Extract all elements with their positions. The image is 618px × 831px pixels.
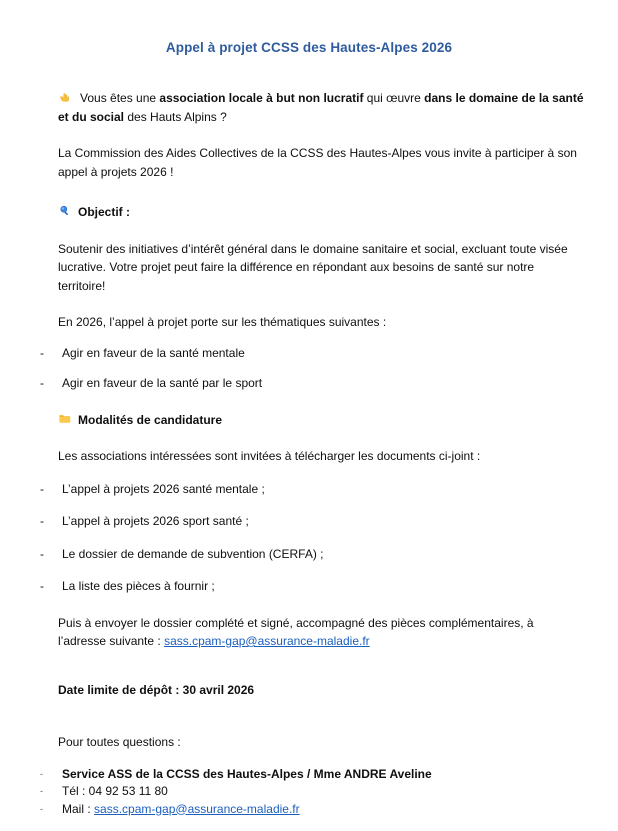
intro-text-part1: Vous êtes une: [80, 91, 160, 105]
thematiques-lead: En 2026, l’appel à projet porte sur les thématiques suivantes :: [58, 315, 387, 329]
list-item: [0, 545, 618, 564]
contact-service-row: [0, 766, 618, 784]
list-item: [0, 512, 618, 531]
mini-dash-marker: -: [40, 768, 43, 779]
intro-paragraph: [0, 89, 618, 126]
spacer: [0, 752, 618, 766]
modalites-lead: Les associations intéressées sont invitées à télécharger les documents ci-joint :: [58, 449, 481, 463]
contact-mail-label: Mail :: [62, 801, 95, 816]
contact-phone-row: [0, 783, 618, 801]
spacer: [0, 429, 618, 447]
mini-dash-marker: -: [40, 803, 43, 814]
spacer: [0, 181, 618, 203]
spacer: [0, 362, 618, 374]
contact-lead: Pour toutes questions :: [58, 735, 181, 749]
modalites-heading: [0, 411, 618, 430]
objectif-heading: [0, 203, 618, 222]
list-item: [0, 374, 618, 393]
contact-email-link[interactable]: sass.cpam-gap@assurance-maladie.fr: [94, 801, 300, 816]
objectif-heading-label: Objectif :: [78, 205, 131, 219]
spacer: [0, 332, 618, 344]
list-item: [0, 344, 618, 363]
spacer: [0, 126, 618, 144]
spacer: [0, 55, 618, 89]
objectif-body: Soutenir des initiatives d’intérêt général dans le domaine sanitaire et social, excluant toute visée lucrative. Votre projet peut faire la différence en répondant aux besoins de santé sur notre territoire!: [58, 241, 568, 293]
folder-icon: [58, 412, 73, 426]
spacer: [0, 596, 618, 614]
submission-email-link[interactable]: sass.cpam-gap@assurance-maladie.fr: [164, 634, 370, 648]
intro-bold-domaine: dans le domaine de la santé: [424, 91, 584, 105]
dash-marker: -: [40, 579, 44, 593]
modalites-closing-paragraph: [0, 614, 618, 651]
modalite-document-label: L’appel à projets 2026 santé mentale ;: [62, 481, 265, 496]
modalite-document-label: La liste des pièces à fournir ;: [62, 579, 215, 593]
spacer: [0, 295, 618, 313]
dash-marker: -: [40, 481, 44, 496]
page-title: Appel à projet CCSS des Hautes-Alpes 2026: [165, 40, 453, 55]
spacer: [0, 393, 618, 411]
contact-service-label: Service ASS de la CCSS des Hautes-Alpes / Mme ANDRE Aveline: [62, 766, 432, 781]
intro-bold-social: et du social: [58, 109, 125, 124]
list-item: [0, 480, 618, 499]
spacer: [0, 699, 618, 733]
spacer: [0, 498, 618, 512]
modalite-document-label: Le dossier de demande de subvention (CERFA) ;: [62, 546, 324, 561]
spacer: [0, 222, 618, 240]
spacer: [0, 563, 618, 577]
dash-marker: -: [40, 376, 44, 390]
deadline-text: Date limite de dépôt : 30 avril 2026: [58, 682, 255, 697]
thematique-label: Agir en faveur de la santé mentale: [62, 345, 245, 360]
modalites-heading-label: Modalités de candidature: [78, 412, 223, 427]
magnifying-glass-icon: [58, 204, 73, 218]
thematique-label: Agir en faveur de la santé par le sport: [62, 376, 263, 390]
spacer: [0, 651, 618, 681]
intro-text-part2: qui œuvre: [363, 91, 425, 105]
invitation-paragraph: La Commission des Aides Collectives de la CCSS des Hautes-Alpes vous invite à participer à son appel à projets 2026 !: [58, 146, 577, 179]
mini-dash-marker: -: [40, 786, 43, 796]
modalite-document-label: L’appel à projets 2026 sport santé ;: [62, 514, 249, 528]
contact-mail-row: [0, 801, 618, 819]
contact-mail-text: [62, 801, 584, 819]
spacer: [0, 466, 618, 480]
dash-marker: -: [40, 345, 44, 360]
dash-marker: -: [40, 514, 44, 528]
intro-bold-association: association locale à but non lucratif: [159, 91, 364, 105]
dash-marker: -: [40, 546, 44, 561]
spacer: [0, 531, 618, 545]
intro-text-part3: des Hauts Alpins ?: [124, 109, 227, 124]
list-item: [0, 577, 618, 596]
modalites-closing-text: Puis à envoyer le dossier complété et signé, accompagné des pièces complémentaires, à l’adresse suivante :: [58, 615, 534, 648]
contact-phone-label: Tél : 04 92 53 11 80: [62, 784, 168, 798]
pointing-hand-icon: [58, 90, 73, 104]
